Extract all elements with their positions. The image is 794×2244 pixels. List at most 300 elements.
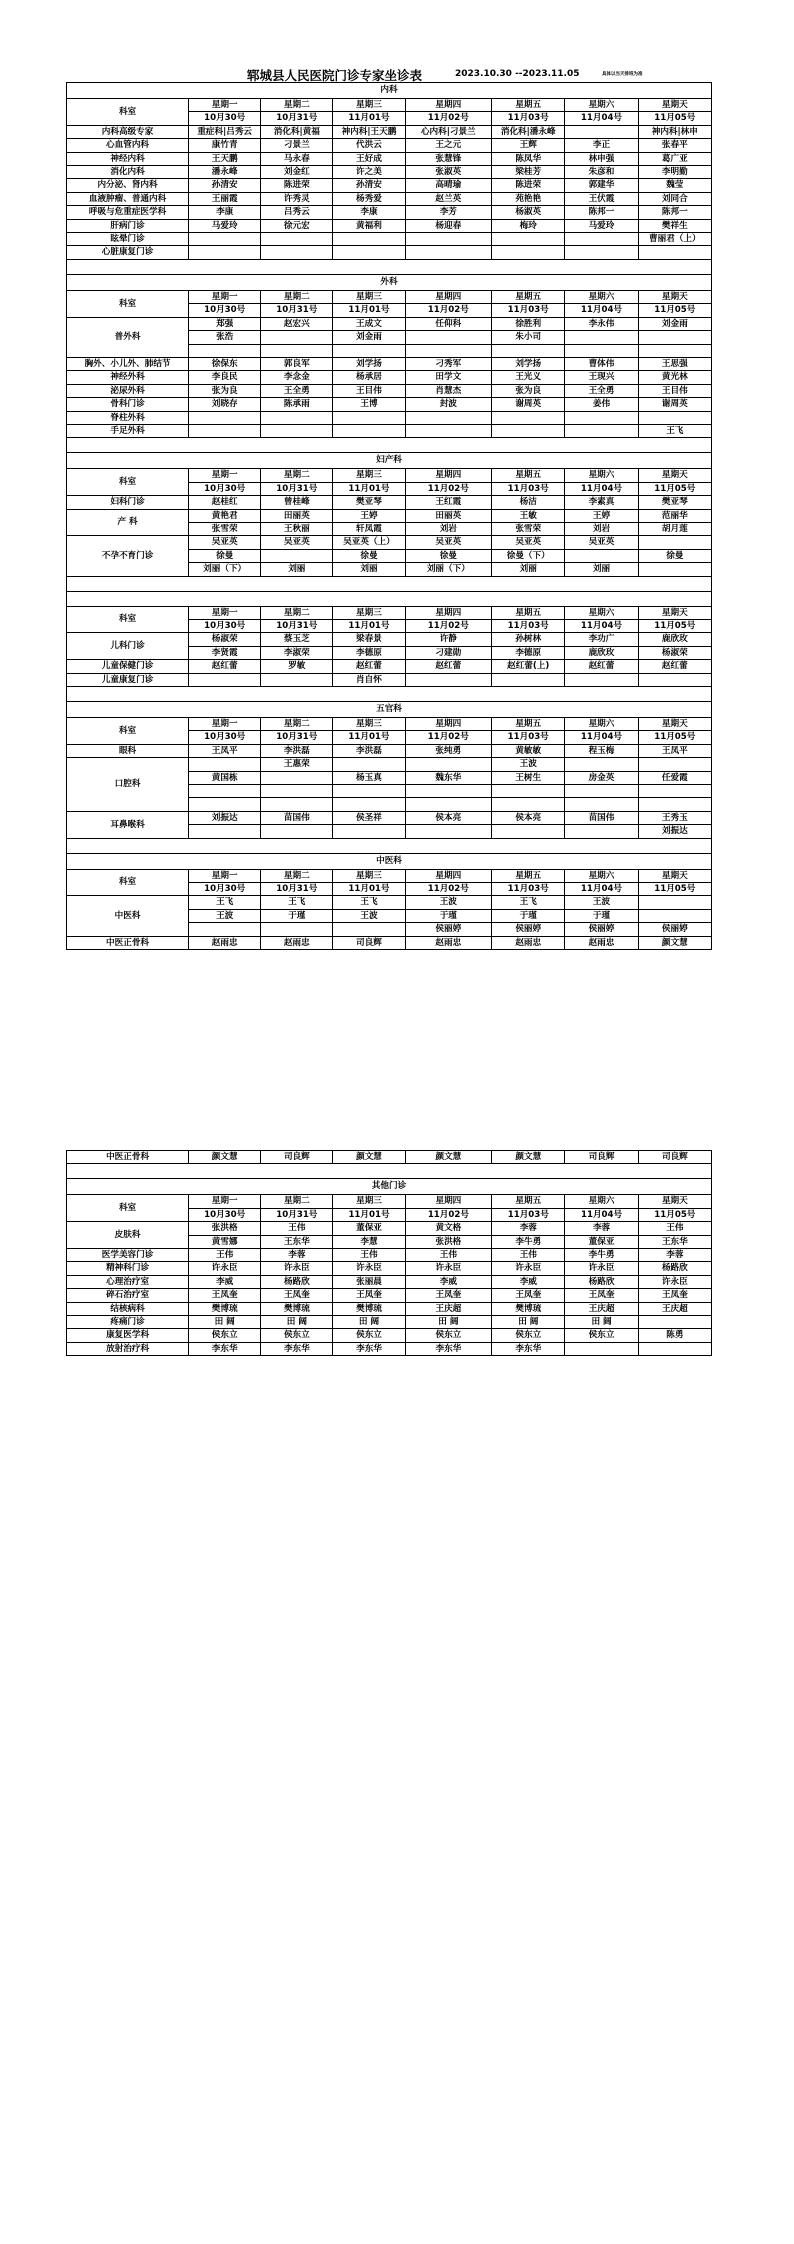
doctor-cell: 魏莹 xyxy=(638,179,711,192)
dept-name: 精神科门诊 xyxy=(67,1262,189,1275)
doctor-cell: 陈勇 xyxy=(638,1329,711,1342)
spacer-cell xyxy=(67,576,712,591)
doctor-cell: 赵雨忠 xyxy=(565,936,638,949)
date-header: 11月04号 xyxy=(565,482,638,495)
spacer-row xyxy=(67,438,712,453)
table-row xyxy=(67,896,712,909)
table-row xyxy=(67,811,712,824)
date-header: 11月03号 xyxy=(492,883,565,896)
doctor-cell xyxy=(333,411,405,424)
doctor-cell: 张雪荣 xyxy=(492,522,565,535)
weekday-header: 星期二 xyxy=(261,290,333,303)
table-row xyxy=(67,1275,712,1288)
weekday-header: 星期天 xyxy=(638,718,711,731)
doctor-cell: 王树生 xyxy=(492,771,565,784)
doctor-cell: 梅玲 xyxy=(492,219,565,232)
doctor-cell: 王思强 xyxy=(638,357,711,370)
doctor-cell: 赵兰英 xyxy=(405,192,492,205)
weekday-header: 星期三 xyxy=(333,99,405,112)
doctor-cell xyxy=(405,673,492,686)
doctor-cell: 王惠荣 xyxy=(261,758,333,771)
dept-name: 普外科 xyxy=(67,317,189,357)
doctor-cell xyxy=(405,233,492,246)
weekday-header: 星期六 xyxy=(565,99,638,112)
doctor-cell: 徐保东 xyxy=(189,357,261,370)
dept-header: 科室 xyxy=(67,1195,189,1222)
doctor-cell xyxy=(638,798,711,811)
spacer-row xyxy=(67,838,712,853)
dept-name: 产 科 xyxy=(67,509,189,536)
doctor-cell: 林申强 xyxy=(565,152,638,165)
dept-name: 脊柱外科 xyxy=(67,411,189,424)
doctor-cell xyxy=(638,909,711,922)
doctor-cell xyxy=(333,798,405,811)
doctor-cell: 杨路欣 xyxy=(261,1275,333,1288)
weekday-header: 星期天 xyxy=(638,869,711,882)
doctor-cell: 颜文慧 xyxy=(405,1151,492,1164)
doctor-cell xyxy=(638,673,711,686)
doctor-cell: 樊祥生 xyxy=(638,219,711,232)
doctor-cell: 许永臣 xyxy=(565,1262,638,1275)
doctor-cell xyxy=(333,246,405,259)
table-row xyxy=(67,1262,712,1275)
table-row xyxy=(67,125,712,138)
doctor-cell xyxy=(261,771,333,784)
doctor-cell xyxy=(492,424,565,437)
doctor-cell: 赵红蕾 xyxy=(189,660,261,673)
doctor-cell: 陈邦一 xyxy=(638,206,711,219)
doctor-cell: 李正 xyxy=(565,139,638,152)
date-header: 11月01号 xyxy=(333,304,405,317)
dept-name: 肝病门诊 xyxy=(67,219,189,232)
doctor-cell xyxy=(405,758,492,771)
section-title-row xyxy=(67,274,712,290)
doctor-cell: 徐曼 xyxy=(189,549,261,562)
date-header: 11月02号 xyxy=(405,304,492,317)
doctor-cell: 范丽华 xyxy=(638,509,711,522)
weekday-header: 星期五 xyxy=(492,606,565,619)
doctor-cell: 颜文慧 xyxy=(638,936,711,949)
doctor-cell: 王成文 xyxy=(333,317,405,330)
doctor-cell: 张丽晨 xyxy=(333,1275,405,1288)
dept-name: 血液肿瘤、普通内科 xyxy=(67,192,189,205)
weekday-header: 星期六 xyxy=(565,469,638,482)
doctor-cell: 刁秀军 xyxy=(405,357,492,370)
weekday-header: 星期一 xyxy=(189,718,261,731)
doctor-cell: 王之元 xyxy=(405,139,492,152)
weekday-header: 星期四 xyxy=(405,606,492,619)
doctor-cell: 颜文慧 xyxy=(333,1151,405,1164)
doctor-cell xyxy=(405,344,492,357)
doctor-cell: 程玉梅 xyxy=(565,744,638,757)
date-header: 11月05号 xyxy=(638,112,711,125)
section-title-row xyxy=(67,853,712,869)
doctor-cell: 许永臣 xyxy=(638,1275,711,1288)
doctor-cell: 李贤霞 xyxy=(189,646,261,659)
doctor-cell: 赵雨忠 xyxy=(261,936,333,949)
doctor-cell: 杨承居 xyxy=(333,371,405,384)
date-header: 11月03号 xyxy=(492,112,565,125)
doctor-cell xyxy=(333,825,405,838)
doctor-cell: 刘丽 xyxy=(565,563,638,576)
dept-name: 心血管内科 xyxy=(67,139,189,152)
doctor-cell: 陈进荣 xyxy=(492,179,565,192)
date-header: 11月02号 xyxy=(405,619,492,632)
weekday-header-row xyxy=(67,869,712,882)
doctor-cell: 王目伟 xyxy=(638,384,711,397)
weekday-header: 星期一 xyxy=(189,869,261,882)
schedule-page-2 xyxy=(66,1150,712,1390)
doctor-cell: 王秋丽 xyxy=(261,522,333,535)
doctor-cell: 董保亚 xyxy=(333,1222,405,1235)
table-row xyxy=(67,509,712,522)
doctor-cell: 胡月莲 xyxy=(638,522,711,535)
table-row xyxy=(67,139,712,152)
doctor-cell: 李威 xyxy=(189,1275,261,1288)
doctor-cell xyxy=(565,125,638,138)
table-row xyxy=(67,152,712,165)
doctor-cell: 吕秀云 xyxy=(261,206,333,219)
weekday-header: 星期三 xyxy=(333,469,405,482)
doctor-cell xyxy=(492,798,565,811)
doctor-cell xyxy=(405,798,492,811)
doctor-cell: 王凤奎 xyxy=(189,1289,261,1302)
doctor-cell: 谢周英 xyxy=(492,398,565,411)
doctor-cell: 王辉 xyxy=(492,139,565,152)
doctor-cell: 黄敏敏 xyxy=(492,744,565,757)
doctor-cell: 侯丽婷 xyxy=(405,923,492,936)
doctor-cell xyxy=(638,758,711,771)
weekday-header: 星期二 xyxy=(261,469,333,482)
doctor-cell: 孙清安 xyxy=(189,179,261,192)
doctor-cell: 杨玉真 xyxy=(333,771,405,784)
doctor-cell xyxy=(261,411,333,424)
dept-name: 疼痛门诊 xyxy=(67,1316,189,1329)
date-header: 11月03号 xyxy=(492,482,565,495)
doctor-cell: 王凤平 xyxy=(638,744,711,757)
doctor-cell xyxy=(565,785,638,798)
doctor-cell: 王波 xyxy=(565,896,638,909)
doctor-cell: 鹿欣玫 xyxy=(565,646,638,659)
doctor-cell: 陈凤华 xyxy=(492,152,565,165)
weekday-header: 星期二 xyxy=(261,99,333,112)
table-row xyxy=(67,536,712,549)
doctor-cell: 朱小司 xyxy=(492,331,565,344)
doctor-cell: 王飞 xyxy=(189,896,261,909)
doctor-cell: 封波 xyxy=(405,398,492,411)
doctor-cell: 鹿欣玫 xyxy=(638,633,711,646)
doctor-cell: 李威 xyxy=(492,1275,565,1288)
weekday-header: 星期四 xyxy=(405,99,492,112)
doctor-cell xyxy=(492,785,565,798)
doctor-cell: 郭良军 xyxy=(261,357,333,370)
doctor-cell: 樊博琉 xyxy=(492,1302,565,1315)
dept-name: 中医科 xyxy=(67,896,189,936)
spacer-cell xyxy=(67,838,712,853)
doctor-cell: 张洪格 xyxy=(405,1235,492,1248)
weekday-header: 星期三 xyxy=(333,606,405,619)
doctor-cell: 董保亚 xyxy=(565,1235,638,1248)
doctor-cell: 王波 xyxy=(189,909,261,922)
schedule-table xyxy=(66,82,712,950)
dept-name: 眼科 xyxy=(67,744,189,757)
doctor-cell: 司良辉 xyxy=(638,1151,711,1164)
doctor-cell: 朱彦和 xyxy=(565,166,638,179)
spacer-row xyxy=(67,576,712,591)
doctor-cell: 魏东华 xyxy=(405,771,492,784)
doctor-cell: 刘丽 xyxy=(492,563,565,576)
date-header: 10月30号 xyxy=(189,731,261,744)
doctor-cell: 李慧 xyxy=(333,1235,405,1248)
doctor-cell: 王伟 xyxy=(405,1249,492,1262)
doctor-cell: 梁桂芳 xyxy=(492,166,565,179)
doctor-cell: 黄光林 xyxy=(638,371,711,384)
weekday-header: 星期六 xyxy=(565,869,638,882)
doctor-cell: 李德原 xyxy=(492,646,565,659)
doctor-cell: 王光义 xyxy=(492,371,565,384)
date-header: 11月04号 xyxy=(565,112,638,125)
section-title-row xyxy=(67,453,712,469)
dept-name: 神经外科 xyxy=(67,371,189,384)
date-header: 11月04号 xyxy=(565,1208,638,1221)
spacer-cell xyxy=(67,1164,712,1179)
spacer-row xyxy=(67,259,712,274)
date-range: 2023.10.30 --2023.11.05 xyxy=(455,69,580,79)
doctor-cell xyxy=(333,424,405,437)
section-title-row xyxy=(67,83,712,99)
date-header: 11月05号 xyxy=(638,731,711,744)
doctor-cell xyxy=(333,233,405,246)
doctor-cell: 侯圣祥 xyxy=(333,811,405,824)
section-title: 妇产科 xyxy=(67,453,712,469)
table-row xyxy=(67,411,712,424)
dept-name: 中医正骨科 xyxy=(67,1151,189,1164)
date-header: 10月31号 xyxy=(261,482,333,495)
spacer-cell xyxy=(67,591,712,606)
weekday-header: 星期三 xyxy=(333,869,405,882)
table-row xyxy=(67,357,712,370)
doctor-cell xyxy=(189,424,261,437)
doctor-cell: 刘丽（下） xyxy=(189,563,261,576)
doctor-cell: 李洪磊 xyxy=(333,744,405,757)
doctor-cell xyxy=(261,246,333,259)
weekday-header: 星期五 xyxy=(492,1195,565,1208)
doctor-cell: 房金英 xyxy=(565,771,638,784)
doctor-cell xyxy=(189,785,261,798)
doctor-cell xyxy=(261,331,333,344)
doctor-cell: 刘金雨 xyxy=(333,331,405,344)
doctor-cell: 神内科|林申 xyxy=(638,125,711,138)
doctor-cell: 李东华 xyxy=(261,1342,333,1355)
table-row xyxy=(67,398,712,411)
date-header: 10月31号 xyxy=(261,1208,333,1221)
dept-name: 碎石治疗室 xyxy=(67,1289,189,1302)
doctor-cell xyxy=(638,1316,711,1329)
table-row xyxy=(67,1329,712,1342)
doctor-cell: 曹丽君（上） xyxy=(638,233,711,246)
doctor-cell: 田学文 xyxy=(405,371,492,384)
doctor-cell xyxy=(189,673,261,686)
doctor-cell: 王伟 xyxy=(333,1249,405,1262)
date-header: 11月05号 xyxy=(638,883,711,896)
doctor-cell: 田 阔 xyxy=(189,1316,261,1329)
spacer-cell xyxy=(67,438,712,453)
doctor-cell: 樊亚琴 xyxy=(333,496,405,509)
date-header: 11月02号 xyxy=(405,731,492,744)
dept-name: 呼吸与危重症医学科 xyxy=(67,206,189,219)
weekday-header: 星期四 xyxy=(405,469,492,482)
doctor-cell: 陈进荣 xyxy=(261,179,333,192)
section-title: 外科 xyxy=(67,274,712,290)
doctor-cell: 许永臣 xyxy=(189,1262,261,1275)
doctor-cell: 田 阔 xyxy=(565,1316,638,1329)
doctor-cell: 樊博琉 xyxy=(333,1302,405,1315)
doctor-cell xyxy=(565,411,638,424)
weekday-header-row xyxy=(67,718,712,731)
doctor-cell: 苗国伟 xyxy=(565,811,638,824)
table-row xyxy=(67,633,712,646)
doctor-cell: 王庆超 xyxy=(565,1302,638,1315)
date-header: 11月04号 xyxy=(565,619,638,632)
doctor-cell: 杨路欣 xyxy=(638,1262,711,1275)
doctor-cell: 王伟 xyxy=(638,1222,711,1235)
weekday-header: 星期五 xyxy=(492,469,565,482)
date-header: 11月01号 xyxy=(333,482,405,495)
section-title-row xyxy=(67,702,712,718)
date-header: 11月03号 xyxy=(492,731,565,744)
doctor-cell xyxy=(405,246,492,259)
date-header: 11月02号 xyxy=(405,1208,492,1221)
doctor-cell: 田 阔 xyxy=(333,1316,405,1329)
doctor-cell: 杨秀爱 xyxy=(333,192,405,205)
doctor-cell: 李明勤 xyxy=(638,166,711,179)
doctor-cell: 王秀玉 xyxy=(638,811,711,824)
doctor-cell xyxy=(492,344,565,357)
date-header: 11月05号 xyxy=(638,619,711,632)
dept-name: 神经内科 xyxy=(67,152,189,165)
doctor-cell: 黄文格 xyxy=(405,1222,492,1235)
doctor-cell xyxy=(638,1342,711,1355)
doctor-cell xyxy=(261,673,333,686)
schedule-note: 具体以当天排班为准 xyxy=(602,72,643,77)
doctor-cell: 马爱玲 xyxy=(565,219,638,232)
doctor-cell: 孙树林 xyxy=(492,633,565,646)
doctor-cell: 侯东立 xyxy=(189,1329,261,1342)
table-row xyxy=(67,192,712,205)
doctor-cell: 吴亚英 xyxy=(261,536,333,549)
dept-name: 妇科门诊 xyxy=(67,496,189,509)
doctor-cell: 李东华 xyxy=(333,1342,405,1355)
doctor-cell: 王波 xyxy=(333,909,405,922)
weekday-header: 星期一 xyxy=(189,99,261,112)
doctor-cell: 李蓉 xyxy=(261,1249,333,1262)
doctor-cell: 田 阔 xyxy=(405,1316,492,1329)
date-header: 11月02号 xyxy=(405,883,492,896)
doctor-cell xyxy=(261,798,333,811)
dept-name: 放射治疗科 xyxy=(67,1342,189,1355)
doctor-cell: 张纯勇 xyxy=(405,744,492,757)
date-header: 11月01号 xyxy=(333,731,405,744)
doctor-cell: 王伟 xyxy=(492,1249,565,1262)
doctor-cell: 潘永峰 xyxy=(189,166,261,179)
doctor-cell xyxy=(638,896,711,909)
doctor-cell: 侯本亮 xyxy=(492,811,565,824)
doctor-cell xyxy=(492,825,565,838)
doctor-cell: 赵雨忠 xyxy=(189,936,261,949)
doctor-cell xyxy=(638,344,711,357)
doctor-cell xyxy=(565,825,638,838)
weekday-header: 星期天 xyxy=(638,1195,711,1208)
doctor-cell: 消化科|黄福 xyxy=(261,125,333,138)
dept-name: 儿童康复门诊 xyxy=(67,673,189,686)
table-row xyxy=(67,206,712,219)
doctor-cell xyxy=(565,246,638,259)
doctor-cell xyxy=(565,673,638,686)
doctor-cell xyxy=(405,424,492,437)
doctor-cell: 赵红蕾 xyxy=(638,660,711,673)
date-header: 10月31号 xyxy=(261,112,333,125)
table-row xyxy=(67,673,712,686)
doctor-cell: 徐曼 xyxy=(333,549,405,562)
spacer-row xyxy=(67,591,712,606)
weekday-header: 星期一 xyxy=(189,606,261,619)
weekday-header: 星期二 xyxy=(261,1195,333,1208)
weekday-header: 星期四 xyxy=(405,718,492,731)
doctor-cell: 李威 xyxy=(405,1275,492,1288)
date-header: 11月01号 xyxy=(333,112,405,125)
doctor-cell: 赵红蕾 xyxy=(405,660,492,673)
date-header: 10月31号 xyxy=(261,619,333,632)
doctor-cell: 樊博琉 xyxy=(189,1302,261,1315)
doctor-cell: 李牛勇 xyxy=(565,1249,638,1262)
doctor-cell: 高晴瑜 xyxy=(405,179,492,192)
doctor-cell: 轩凤霞 xyxy=(333,522,405,535)
weekday-header: 星期天 xyxy=(638,99,711,112)
doctor-cell: 张洪格 xyxy=(189,1222,261,1235)
weekday-header: 星期五 xyxy=(492,99,565,112)
table-row xyxy=(67,166,712,179)
doctor-cell xyxy=(261,233,333,246)
date-header: 10月30号 xyxy=(189,482,261,495)
doctor-cell: 王伟 xyxy=(189,1249,261,1262)
weekday-header: 星期四 xyxy=(405,1195,492,1208)
doctor-cell: 吴亚英 xyxy=(189,536,261,549)
doctor-cell: 王东华 xyxy=(638,1235,711,1248)
dept-name: 眩晕门诊 xyxy=(67,233,189,246)
doctor-cell xyxy=(261,825,333,838)
doctor-cell: 李蓉 xyxy=(492,1222,565,1235)
doctor-cell: 李德原 xyxy=(333,646,405,659)
doctor-cell: 吴亚英 xyxy=(492,536,565,549)
date-header: 10月30号 xyxy=(189,883,261,896)
doctor-cell: 刘丽（下） xyxy=(405,563,492,576)
doctor-cell: 田 阔 xyxy=(492,1316,565,1329)
doctor-cell: 于瑾 xyxy=(492,909,565,922)
doctor-cell: 刘金雨 xyxy=(638,317,711,330)
doctor-cell xyxy=(189,411,261,424)
doctor-cell: 王波 xyxy=(405,896,492,909)
doctor-cell: 李淑荣 xyxy=(261,646,333,659)
doctor-cell: 李芳 xyxy=(405,206,492,219)
doctor-cell xyxy=(333,785,405,798)
dept-name: 手足外科 xyxy=(67,424,189,437)
doctor-cell: 王凤平 xyxy=(189,744,261,757)
doctor-cell xyxy=(405,825,492,838)
doctor-cell xyxy=(405,411,492,424)
doctor-cell: 王凤奎 xyxy=(405,1289,492,1302)
doctor-cell: 吴亚英（上） xyxy=(333,536,405,549)
doctor-cell: 王丽霞 xyxy=(189,192,261,205)
